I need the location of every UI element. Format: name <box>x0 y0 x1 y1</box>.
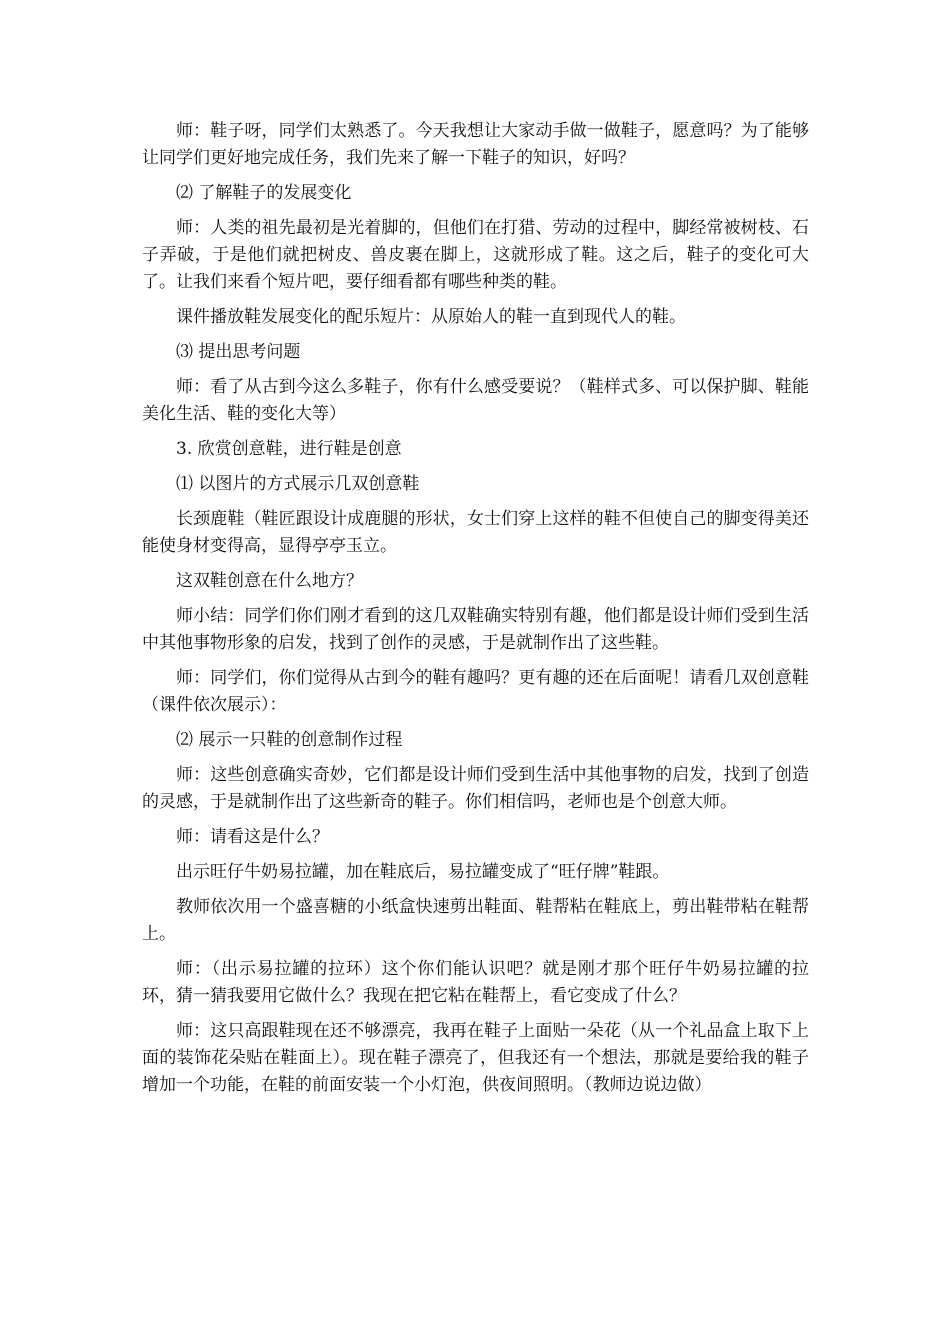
paragraph-feelings-question: 师：看了从古到今这么多鞋子，你有什么感受要说？（鞋样式多、可以保护脚、鞋能美化生活、鞋的变化大等） <box>142 377 809 424</box>
paragraph-shoe-origin: 师：人类的祖先最初是光着脚的，但他们在打猎、劳动的过程中，脚经常被树枝、石子弄破，于是他们就把树皮、兽皮裹在脚上，这就形成了鞋。这之后，鞋子的变化可大了。让我们来看个短片吧，要仔细看都有哪些种类的鞋。 <box>142 218 809 292</box>
paragraph-paper-box: 教师依次用一个盛喜糖的小纸盒快速剪出鞋面、鞋帮粘在鞋底上，剪出鞋带粘在鞋帮上。 <box>142 897 809 944</box>
heading-creative-shoes: 3. 欣赏创意鞋，进行鞋是创意 <box>176 439 402 459</box>
paragraph-video-playback: 课件播放鞋发展变化的配乐短片：从原始人的鞋一直到现代人的鞋。 <box>176 307 686 327</box>
paragraph-creative-master: 师：这些创意确实奇妙，它们都是设计师们受到生活中其他事物的启发，找到了创造的灵感，于是就制作出了这些新奇的鞋子。你们相信吗，老师也是个创意大师。 <box>142 765 809 812</box>
heading-picture-display: ⑴ 以图片的方式展示几双创意鞋 <box>176 474 420 494</box>
paragraph-milk-can: 出示旺仔牛奶易拉罐，加在鞋底后，易拉罐变成了“旺仔牌”鞋跟。 <box>176 862 670 882</box>
paragraph-creativity-question: 这双鞋创意在什么地方？ <box>176 571 363 591</box>
paragraph-what-is-this: 师：请看这是什么？ <box>176 827 329 847</box>
paragraph-more-creative-shoes: 师：同学们，你们觉得从古到今的鞋有趣吗？更有趣的还在后面呢！请看几双创意鞋（课件依次展示）： <box>142 668 809 715</box>
paragraph-teacher-summary: 师小结：同学们你们刚才看到的这几双鞋确实特别有趣，他们都是设计师们受到生活中其他事物形象的启发，找到了创作的灵感，于是就制作出了这些鞋。 <box>142 606 809 653</box>
heading-shoe-development: ⑵ 了解鞋子的发展变化 <box>176 183 352 203</box>
paragraph-teacher-intro: 师：鞋子呀，同学们太熟悉了。今天我想让大家动手做一做鞋子，愿意吗？为了能够让同学们更好地完成任务，我们先来了解一下鞋子的知识，好吗？ <box>142 121 809 168</box>
paragraph-high-heel-flower: 师：这只高跟鞋现在还不够漂亮，我再在鞋子上面贴一朵花（从一个礼品盒上取下上面的装饰花朵贴在鞋面上）。现在鞋子漂亮了，但我还有一个想法，那就是要给我的鞋子增加一个功能，在鞋的前面安装一个小灯泡，供夜间照明。（教师边说边做） <box>142 1021 809 1095</box>
paragraph-pull-ring: 师：（出示易拉罐的拉环）这个你们能认识吧？就是刚才那个旺仔牛奶易拉罐的拉环，猜一猜我要用它做什么？我现在把它粘在鞋帮上，看它变成了什么？ <box>142 959 809 1006</box>
heading-raise-questions: ⑶ 提出思考问题 <box>176 342 301 362</box>
heading-making-process: ⑵ 展示一只鞋的创意制作过程 <box>176 730 403 750</box>
paragraph-giraffe-shoe: 长颈鹿鞋（鞋匠跟设计成鹿腿的形状，女士们穿上这样的鞋不但使自己的脚变得美还能使身材变得高，显得亭亭玉立。 <box>142 509 809 556</box>
document-body <box>142 118 809 1107</box>
